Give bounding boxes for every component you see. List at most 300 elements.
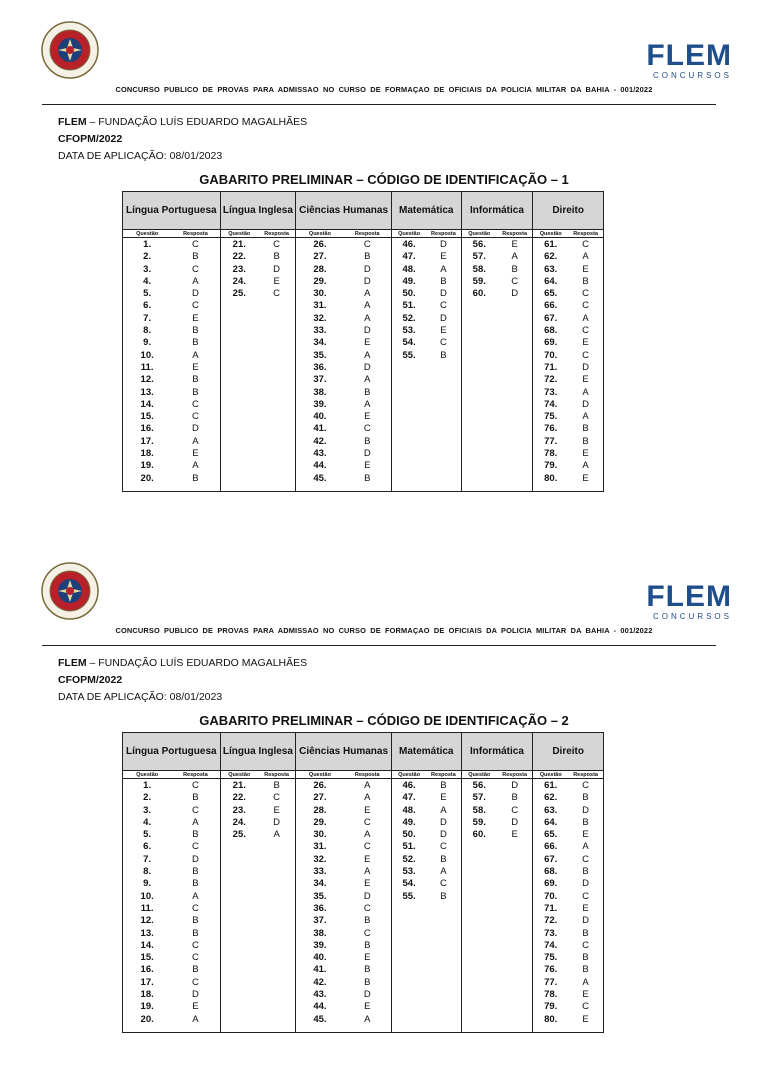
- answer-row: [123, 805, 220, 817]
- answer-row: [392, 300, 461, 312]
- answer-row: [123, 350, 220, 362]
- answer-row: [123, 276, 220, 288]
- question-number: 55.: [402, 349, 416, 361]
- answer-letter: B: [364, 472, 371, 484]
- answer-letter: A: [582, 841, 589, 853]
- answer-letter: B: [511, 263, 518, 275]
- subject-header: Língua Portuguesa: [123, 192, 220, 230]
- answer-row: [462, 817, 533, 829]
- questao-label: Questão: [228, 772, 251, 778]
- answer-row: [533, 264, 603, 276]
- answer-row: [123, 448, 220, 460]
- answer-letter: E: [440, 251, 447, 263]
- question-number: 57.: [472, 792, 486, 804]
- answer-row: [533, 337, 603, 349]
- question-number: 34.: [313, 337, 327, 349]
- answer-letter: D: [511, 816, 519, 828]
- answer-row: [123, 387, 220, 399]
- answer-row: [296, 1001, 391, 1013]
- answer-row: [533, 387, 603, 399]
- answer-letter: B: [192, 792, 199, 804]
- question-number: 49.: [402, 816, 416, 828]
- answer-row: [533, 792, 603, 804]
- question-number: 25.: [232, 829, 246, 841]
- answer-letter: C: [273, 239, 281, 250]
- answer-letter: A: [364, 829, 371, 841]
- answer-row: [221, 288, 296, 300]
- question-number: 50.: [402, 288, 416, 300]
- answer-letter: A: [582, 460, 589, 472]
- answer-letter: E: [192, 1001, 199, 1013]
- answer-row: [296, 1014, 391, 1026]
- question-number: 56.: [472, 239, 486, 250]
- answer-grid: [122, 191, 604, 492]
- question-number: 31.: [313, 841, 327, 853]
- answer-letter: C: [192, 841, 199, 853]
- answer-letter: C: [439, 300, 447, 312]
- question-number: 60.: [472, 829, 486, 841]
- answer-letter: A: [440, 804, 447, 816]
- answer-letter: B: [192, 472, 199, 484]
- answer-row: [296, 276, 391, 288]
- answer-row: [392, 866, 461, 878]
- question-number: 70.: [544, 890, 558, 902]
- subject-column: [462, 733, 534, 1032]
- question-number: 77.: [544, 435, 558, 447]
- question-number: 46.: [402, 239, 416, 250]
- answer-row: [392, 350, 461, 362]
- question-number: 11.: [140, 902, 154, 914]
- answer-letter: E: [582, 829, 589, 841]
- answer-letter: B: [192, 915, 199, 927]
- answer-row: [462, 264, 533, 276]
- answer-letter: C: [582, 325, 590, 337]
- answer-letter: B: [582, 964, 589, 976]
- answer-letter: A: [364, 780, 371, 791]
- answer-letter: D: [582, 804, 590, 816]
- question-number: 52.: [402, 312, 416, 324]
- logo-subtitle: CONCURSOS: [652, 71, 732, 80]
- question-number: 16.: [140, 423, 154, 435]
- answer-letter: D: [511, 780, 519, 791]
- answer-letter: E: [582, 1013, 589, 1025]
- question-number: 74.: [544, 398, 558, 410]
- answer-row: [392, 854, 461, 866]
- question-number: 6.: [143, 300, 152, 312]
- answer-letter: B: [440, 349, 447, 361]
- answer-letter: E: [511, 829, 518, 841]
- question-number: 61.: [544, 239, 558, 250]
- answer-letter: A: [364, 288, 371, 300]
- answer-row: [123, 940, 220, 952]
- question-number: 60.: [472, 288, 486, 300]
- answer-row: [296, 829, 391, 841]
- answer-row: [533, 841, 603, 853]
- exam-info: [58, 114, 307, 165]
- answer-letter: A: [192, 890, 199, 902]
- answer-letter: A: [192, 1013, 199, 1025]
- answer-row: [533, 313, 603, 325]
- answer-row: [221, 829, 296, 841]
- question-number: 10.: [140, 890, 154, 902]
- answer-row: [123, 288, 220, 300]
- answer-letter: C: [192, 398, 199, 410]
- answer-row: [296, 325, 391, 337]
- answer-row: [533, 288, 603, 300]
- subject-header: Ciências Humanas: [296, 733, 391, 771]
- question-number: 37.: [313, 915, 327, 927]
- resposta-label: Resposta: [573, 231, 598, 237]
- question-number: 24.: [232, 275, 246, 287]
- question-number: 40.: [313, 411, 327, 423]
- resposta-label: Resposta: [183, 231, 208, 237]
- answer-letter: A: [582, 251, 589, 263]
- answer-row: [462, 780, 533, 792]
- answer-letter: B: [192, 927, 199, 939]
- question-number: 44.: [313, 460, 327, 472]
- question-number: 5.: [143, 288, 152, 300]
- answer-letter: C: [192, 976, 199, 988]
- answer-row: [296, 411, 391, 423]
- answer-row: [533, 1001, 603, 1013]
- question-number: 13.: [140, 927, 154, 939]
- answer-row: [296, 473, 391, 485]
- question-number: 14.: [140, 939, 154, 951]
- question-number: 78.: [544, 989, 558, 1001]
- answer-letter: D: [439, 239, 447, 250]
- question-number: 63.: [544, 804, 558, 816]
- subject-column: [392, 733, 462, 1032]
- flem-logo: [646, 39, 732, 80]
- answer-letter: E: [582, 448, 589, 460]
- column-subheader: [533, 771, 603, 779]
- seal-graphic: [38, 561, 102, 621]
- exam-code: CFOPM/2022: [58, 133, 123, 145]
- subject-header: Ciências Humanas: [296, 192, 391, 230]
- answer-row: [533, 460, 603, 472]
- answer-letter: B: [364, 915, 371, 927]
- org-acronym: FLEM: [58, 657, 87, 669]
- answer-letter: D: [192, 989, 199, 1001]
- answer-letter: A: [364, 300, 371, 312]
- answer-row: [533, 251, 603, 263]
- question-number: 48.: [402, 263, 416, 275]
- question-number: 46.: [402, 780, 416, 791]
- question-number: 38.: [313, 386, 327, 398]
- question-number: 44.: [313, 1001, 327, 1013]
- answer-key-page-2: [0, 541, 768, 1081]
- question-number: 42.: [313, 976, 327, 988]
- answer-letter: C: [192, 300, 199, 312]
- question-number: 31.: [313, 300, 327, 312]
- answer-letter: C: [511, 275, 519, 287]
- answer-letter: E: [582, 989, 589, 1001]
- answer-row: [533, 362, 603, 374]
- answer-letter: A: [582, 976, 589, 988]
- question-number: 78.: [544, 448, 558, 460]
- answer-row: [221, 817, 296, 829]
- question-number: 23.: [232, 804, 246, 816]
- answer-letter: B: [364, 939, 371, 951]
- column-subheader: [123, 771, 220, 779]
- subject-column: [462, 192, 534, 491]
- concurso-heading: CONCURSO PUBLICO DE PROVAS PARA ADMISSAO NO CURSO DE FORMAÇAO DE OFICIAIS DA POLICIA MILITAR DA BAHIA - 001/2022: [115, 626, 653, 635]
- answer-row: [221, 251, 296, 263]
- answer-row: [221, 239, 296, 251]
- exam-date: DATA DE APLICAÇÃO: 08/01/2023: [58, 150, 223, 162]
- question-number: 74.: [544, 939, 558, 951]
- question-number: 12.: [140, 915, 154, 927]
- answer-letter: D: [363, 325, 371, 337]
- answer-letter: B: [440, 890, 447, 902]
- question-number: 16.: [140, 964, 154, 976]
- answer-row: [123, 362, 220, 374]
- divider: [42, 104, 716, 105]
- question-number: 67.: [544, 853, 558, 865]
- question-number: 33.: [313, 325, 327, 337]
- question-number: 11.: [140, 361, 154, 373]
- column-subheader: [221, 230, 296, 238]
- answer-letter: B: [582, 927, 589, 939]
- question-number: 7.: [143, 312, 152, 324]
- answer-letter: E: [364, 853, 371, 865]
- answer-letter: A: [273, 829, 280, 841]
- answer-letter: D: [192, 288, 199, 300]
- column-subheader: [392, 230, 461, 238]
- answer-letter: B: [364, 386, 371, 398]
- answer-key-page-1: [0, 0, 768, 540]
- answer-letter: B: [192, 386, 199, 398]
- subject-column: [123, 192, 221, 491]
- answer-row: [221, 805, 296, 817]
- question-number: 33.: [313, 866, 327, 878]
- question-number: 37.: [313, 374, 327, 386]
- question-number: 2.: [143, 251, 152, 263]
- answer-row: [392, 288, 461, 300]
- question-number: 47.: [402, 792, 416, 804]
- answer-letter: B: [440, 780, 447, 791]
- answer-letter: A: [582, 411, 589, 423]
- question-number: 19.: [140, 460, 154, 472]
- answer-row: [392, 239, 461, 251]
- questao-label: Questão: [468, 772, 491, 778]
- answer-letter: B: [364, 251, 371, 263]
- subject-column: [296, 192, 392, 491]
- question-number: 19.: [140, 1001, 154, 1013]
- subject-column: [221, 192, 297, 491]
- answer-row: [533, 940, 603, 952]
- answer-letter: C: [439, 841, 447, 853]
- question-number: 17.: [140, 976, 154, 988]
- question-number: 39.: [313, 939, 327, 951]
- answer-key-title: GABARITO PRELIMINAR – CÓDIGO DE IDENTIFICAÇÃO – 2: [199, 713, 569, 728]
- seal-graphic: [38, 20, 102, 80]
- answer-row: [462, 805, 533, 817]
- question-number: 15.: [140, 952, 154, 964]
- question-number: 36.: [313, 902, 327, 914]
- answer-row: [296, 841, 391, 853]
- answer-row: [296, 460, 391, 472]
- pm-bahia-seal-icon: [38, 20, 102, 80]
- answer-row: [123, 977, 220, 989]
- resposta-label: Resposta: [502, 231, 528, 237]
- question-number: 76.: [544, 964, 558, 976]
- question-number: 62.: [544, 251, 558, 263]
- question-number: 2.: [143, 792, 152, 804]
- exam-code: CFOPM/2022: [58, 674, 123, 686]
- answer-letter: C: [363, 841, 371, 853]
- question-number: 23.: [232, 263, 246, 275]
- logo-word: FLEM: [646, 580, 732, 613]
- question-number: 58.: [472, 263, 486, 275]
- resposta-label: Resposta: [431, 772, 456, 778]
- answer-row: [296, 387, 391, 399]
- org-name: – FUNDAÇÃO LUÍS EDUARDO MAGALHÃES: [86, 116, 308, 128]
- answer-row: [123, 337, 220, 349]
- answer-row: [123, 854, 220, 866]
- subject-column: [533, 192, 603, 491]
- question-number: 26.: [313, 239, 327, 250]
- answer-row: [123, 841, 220, 853]
- answer-letter: A: [511, 251, 518, 263]
- answer-letter: B: [192, 374, 199, 386]
- answer-row: [296, 374, 391, 386]
- question-number: 69.: [544, 878, 558, 890]
- answer-letter: B: [440, 853, 447, 865]
- answer-letter: C: [192, 902, 199, 914]
- question-number: 49.: [402, 275, 416, 287]
- answer-letter: B: [511, 792, 518, 804]
- answer-row: [533, 1014, 603, 1026]
- question-number: 32.: [313, 853, 327, 865]
- answer-row: [392, 276, 461, 288]
- answer-row: [533, 977, 603, 989]
- answer-letter: B: [192, 251, 199, 263]
- answer-letter: C: [363, 902, 371, 914]
- answer-letter: E: [192, 312, 199, 324]
- answer-row: [123, 239, 220, 251]
- flem-logo: [646, 580, 732, 621]
- answer-letter: C: [439, 878, 447, 890]
- subject-column: [296, 733, 392, 1032]
- subject-header: Direito: [533, 192, 603, 230]
- question-number: 1.: [143, 780, 152, 791]
- question-number: 14.: [140, 398, 154, 410]
- answer-letter: C: [582, 890, 590, 902]
- question-number: 32.: [313, 312, 327, 324]
- question-number: 80.: [544, 1013, 558, 1025]
- question-number: 13.: [140, 386, 154, 398]
- answer-row: [533, 817, 603, 829]
- answer-letter: C: [273, 792, 281, 804]
- answer-letter: D: [582, 878, 590, 890]
- answer-letter: B: [192, 829, 199, 841]
- question-number: 26.: [313, 780, 327, 791]
- answer-letter: E: [192, 448, 199, 460]
- answer-row: [123, 473, 220, 485]
- question-number: 25.: [232, 288, 246, 300]
- answer-letter: C: [192, 939, 199, 951]
- answer-letter: C: [192, 804, 199, 816]
- question-number: 66.: [544, 300, 558, 312]
- question-number: 3.: [143, 263, 152, 275]
- answer-letter: A: [364, 374, 371, 386]
- answer-row: [123, 411, 220, 423]
- question-number: 59.: [472, 816, 486, 828]
- answer-letter: D: [582, 361, 590, 373]
- question-number: 10.: [140, 349, 154, 361]
- subject-header: Informática: [462, 733, 533, 771]
- question-number: 35.: [313, 349, 327, 361]
- answer-letter: B: [364, 435, 371, 447]
- answer-letter: B: [582, 435, 589, 447]
- resposta-label: Resposta: [431, 231, 456, 237]
- answer-letter: B: [582, 275, 589, 287]
- answer-letter: C: [582, 288, 590, 300]
- subject-column: [533, 733, 603, 1032]
- answer-row: [296, 313, 391, 325]
- question-number: 18.: [140, 448, 154, 460]
- answer-row: [533, 854, 603, 866]
- question-number: 64.: [544, 275, 558, 287]
- answer-row: [221, 780, 296, 792]
- answer-letter: C: [192, 780, 199, 791]
- answer-row: [462, 239, 533, 251]
- divider: [42, 645, 716, 646]
- resposta-label: Resposta: [183, 772, 208, 778]
- answer-letter: A: [192, 816, 199, 828]
- answer-row: [392, 251, 461, 263]
- answer-row: [533, 878, 603, 890]
- answer-row: [533, 805, 603, 817]
- question-number: 4.: [143, 275, 152, 287]
- answer-row: [392, 817, 461, 829]
- answer-row: [296, 436, 391, 448]
- answer-row: [392, 878, 461, 890]
- questao-label: Questão: [136, 231, 159, 237]
- question-number: 53.: [402, 866, 416, 878]
- question-number: 29.: [313, 275, 327, 287]
- answer-row: [296, 903, 391, 915]
- answer-row: [296, 362, 391, 374]
- question-number: 73.: [544, 927, 558, 939]
- subject-header: Direito: [533, 733, 603, 771]
- answer-row: [123, 866, 220, 878]
- question-number: 80.: [544, 472, 558, 484]
- answer-letter: E: [192, 361, 199, 373]
- column-subheader: [462, 230, 533, 238]
- answer-letter: B: [582, 423, 589, 435]
- answer-row: [296, 350, 391, 362]
- question-number: 66.: [544, 841, 558, 853]
- answer-row: [221, 276, 296, 288]
- column-subheader: [533, 230, 603, 238]
- answer-letter: E: [364, 952, 371, 964]
- question-number: 70.: [544, 349, 558, 361]
- question-number: 15.: [140, 411, 154, 423]
- answer-letter: E: [273, 275, 280, 287]
- question-number: 27.: [313, 792, 327, 804]
- question-number: 3.: [143, 804, 152, 816]
- answer-row: [533, 399, 603, 411]
- question-number: 43.: [313, 989, 327, 1001]
- answer-letter: D: [439, 829, 447, 841]
- answer-row: [533, 928, 603, 940]
- answer-row: [533, 989, 603, 1001]
- answer-row: [392, 829, 461, 841]
- answer-row: [296, 399, 391, 411]
- answer-letter: B: [273, 780, 280, 791]
